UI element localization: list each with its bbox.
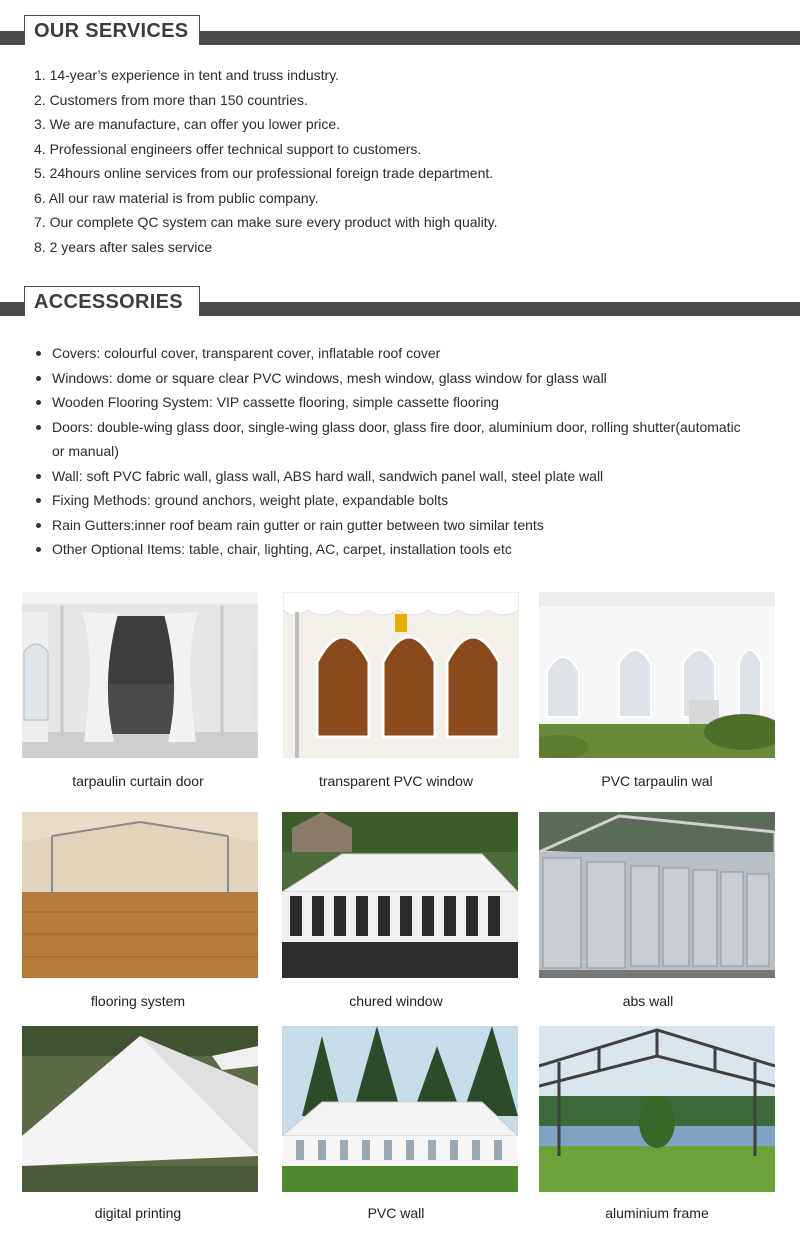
accessory-item: Covers: colourful cover, transparent cover, inflatable roof cover [52,341,752,366]
photo-caption: flooring system [90,993,186,1009]
accessory-item: Fixing Methods: ground anchors, weight plate, expandable bolts [52,488,752,513]
photo-caption: digital printing [94,1205,182,1221]
header-tab [24,286,200,316]
services-title: OUR SERVICES [34,20,189,42]
photo-caption: abs wall [622,993,674,1009]
abs-wall-photo [539,812,775,978]
accessory-item: Wall: soft PVC fabric wall, glass wall, ABS hard wall, sandwich panel wall, steel plate wall [52,464,752,489]
photo-caption: aluminium frame [605,1205,709,1221]
accessory-item: Other Optional Items: table, chair, lighting, AC, carpet, installation tools etc [52,537,752,562]
accessory-item: Rain Gutters:inner roof beam rain gutter or rain gutter between two similar tents [52,513,752,538]
accessory-item: Wooden Flooring System: VIP cassette flooring, simple cassette flooring [52,390,752,415]
service-item: 7. Our complete QC system can make sure every product with high quality. [34,214,498,230]
photo-caption: transparent PVC window [318,773,474,789]
accessories-title: ACCESSORIES [34,291,183,313]
services-list [34,63,774,259]
accessories-list [52,341,752,562]
service-item: 1. 14-year’s experience in tent and truss industry. [34,67,340,83]
accessory-item: Doors: double-wing glass door, single-wing glass door, glass fire door, aluminium door, rolling shutter(automatic or manual) [52,415,752,464]
service-item: 3. We are manufacture, can offer you lower price. [34,116,341,132]
services-header [0,15,800,49]
service-item: 4. Professional engineers offer technical support to customers. [34,140,422,157]
pvc-wall-tent-photo [282,1026,518,1192]
pvc-window-photo [283,592,519,758]
accessory-item: Windows: dome or square clear PVC windows, mesh window, glass window for glass wall [52,366,752,391]
header-tab [24,15,200,45]
aluminium-frame-photo [539,1026,775,1192]
photo-caption: tarpaulin curtain door [72,773,204,789]
flooring-photo [22,812,258,978]
pvc-wall-photo [539,592,775,758]
service-item: 8. 2 years after sales service [34,238,213,255]
photo-caption: chured window [349,993,443,1009]
service-item: 5. 24hours online services from our professional foreign trade department. [34,165,494,181]
service-item: 6. All our raw material is from public company. [34,189,319,206]
service-item: 2. Customers from more than 150 countries. [34,91,308,108]
church-window-photo [282,812,518,978]
photo-caption: PVC tarpaulin wal [601,773,713,789]
curtain-door-photo [22,592,258,758]
digital-printing-photo [22,1026,258,1192]
photo-caption: PVC wall [367,1205,425,1221]
accessories-header [0,286,800,320]
